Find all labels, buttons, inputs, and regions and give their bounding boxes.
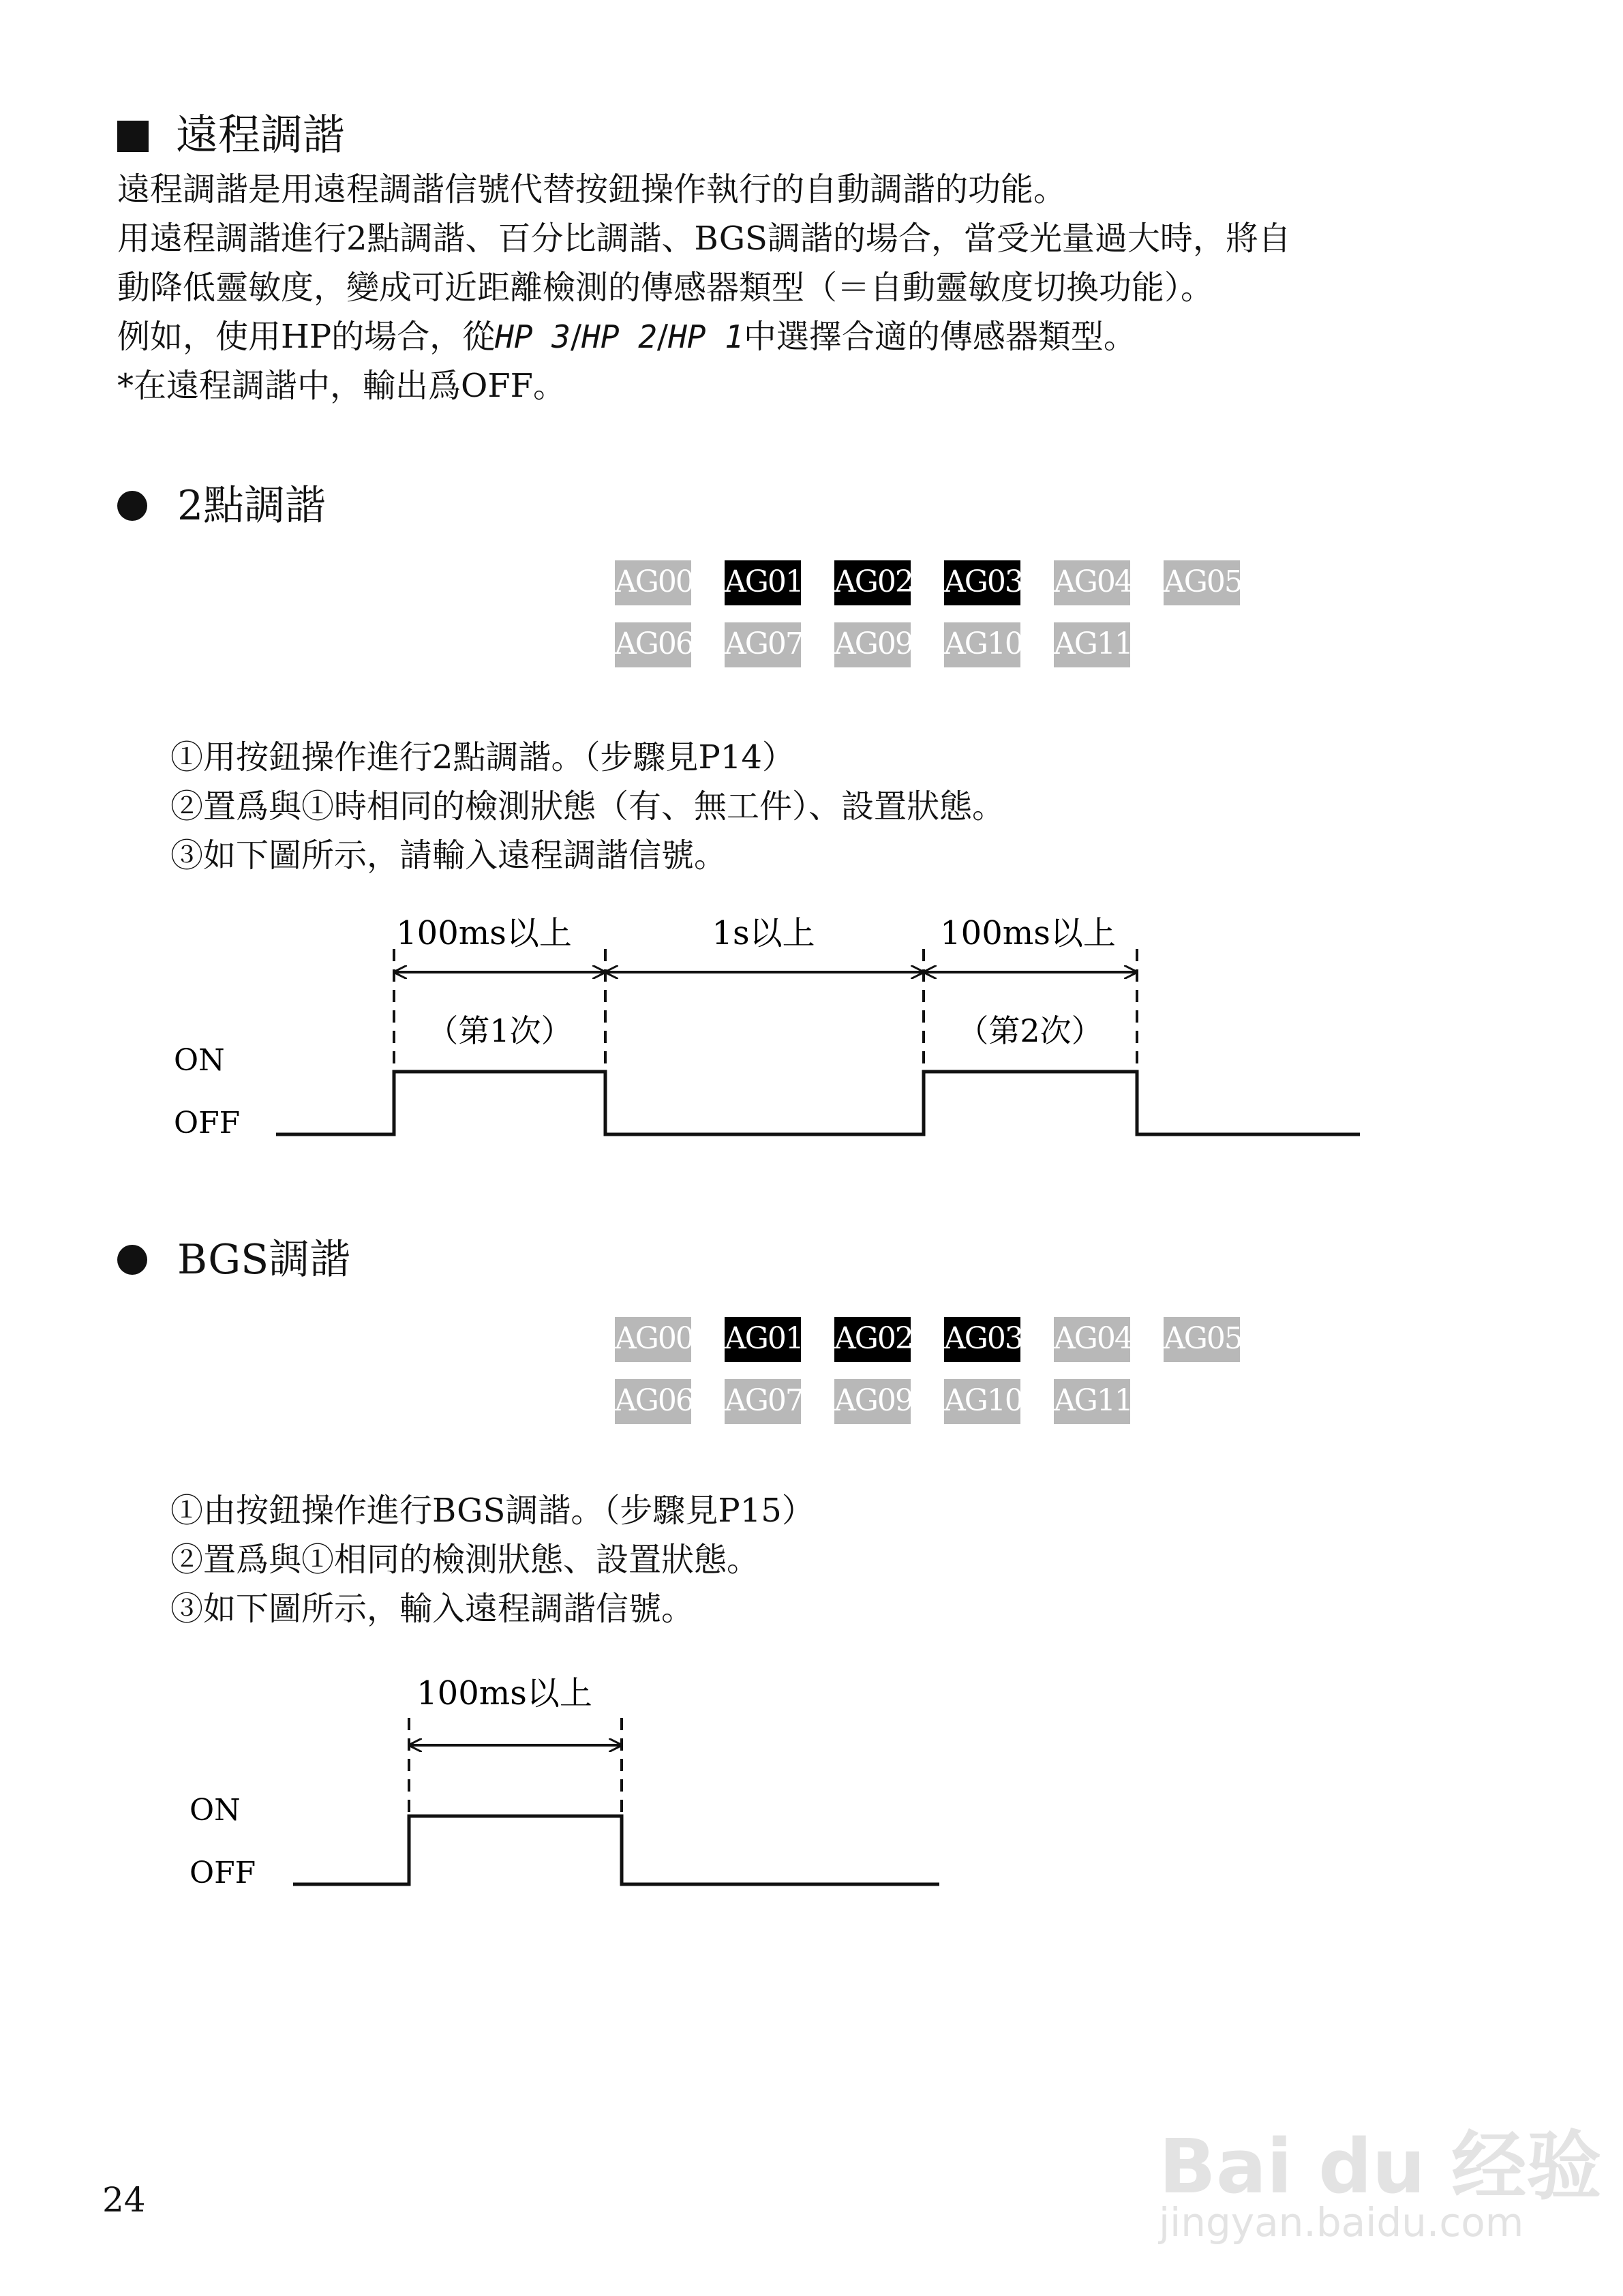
circle-bullet-icon [117, 491, 147, 521]
mode-ag05: AG05 [1164, 1317, 1240, 1362]
off-label: OFF [189, 1856, 256, 1890]
sensor-type-hp2: HP 2 [581, 318, 657, 355]
intro-note: *在遠程調諧中，輸出爲OFF。 [117, 367, 566, 405]
pulse-label-2: （第2次） [957, 1012, 1103, 1049]
sensor-type-hp1: HP 1 [668, 318, 744, 355]
two-point-title: 2點調諧 [177, 482, 327, 530]
watermark-url: jingyan.baidu.com [1159, 2199, 1524, 2246]
bgs-title: BGS調諧 [177, 1236, 351, 1284]
mode-ag11: AG11 [1054, 622, 1130, 667]
section-heading [117, 109, 345, 161]
interval-label-3: 100ms以上 [940, 914, 1116, 952]
mode-ag10: AG10 [944, 622, 1020, 667]
mode-ag02: AG02 [834, 1317, 911, 1362]
slash: / [570, 318, 582, 356]
mode-ag04: AG04 [1054, 560, 1130, 605]
mode-ag07: AG07 [725, 622, 801, 667]
mode-ag11: AG11 [1054, 1379, 1130, 1424]
mode-ag06: AG06 [615, 622, 691, 667]
mode-ag09: AG09 [834, 622, 911, 667]
interval-label-2: 1s以上 [712, 914, 815, 952]
signal-waveform [293, 1816, 939, 1884]
bgs-timing-diagram [0, 1650, 1623, 1909]
watermark-logo: Bai du 经验 [1159, 2123, 1602, 2210]
slash: / [656, 318, 669, 356]
mode-ag06: AG06 [615, 1379, 691, 1424]
example-prefix: 例如，使用HP的場合，從 [117, 318, 496, 356]
circle-bullet-icon [117, 1245, 147, 1275]
mode-ag00: AG00 [615, 1317, 691, 1362]
on-label: ON [189, 1793, 241, 1828]
interval-label-1: 100ms以上 [396, 914, 572, 952]
mode-ag00: AG00 [615, 560, 691, 605]
step-3: ③如下圖所示，輸入遠程調諧信號。 [170, 1590, 695, 1628]
bgs-heading [117, 1234, 350, 1286]
step-2: ②置爲與①時相同的檢測狀態（有、無工件）、設置狀態。 [170, 787, 1005, 826]
step-3: ③如下圖所示，請輸入遠程調諧信號。 [170, 836, 727, 875]
intro-line: 遠程調諧是用遠程調諧信號代替按鈕操作執行的自動調諧的功能。 [117, 170, 1067, 209]
interval-label: 100ms以上 [416, 1674, 592, 1712]
intro-line: 動降低靈敏度，變成可近距離檢測的傳感器類型（＝自動靈敏度切換功能）。 [117, 269, 1214, 307]
intro-example-line [117, 312, 1291, 361]
example-suffix: 中選擇合適的傳感器類型。 [743, 318, 1136, 356]
mode-ag04: AG04 [1054, 1317, 1130, 1362]
two-point-heading [117, 480, 326, 532]
mode-ag09: AG09 [834, 1379, 911, 1424]
step-1: ①由按鈕操作進行BGS調諧。（步驟見P15） [170, 1492, 815, 1530]
sensor-type-hp3: HP 3 [495, 318, 571, 355]
on-label: ON [174, 1043, 225, 1078]
page-number: 24 [102, 2180, 146, 2220]
square-bullet-icon [117, 121, 149, 152]
two-point-timing-diagram [0, 886, 1623, 1186]
off-label: OFF [174, 1106, 241, 1141]
mode-ag07: AG07 [725, 1379, 801, 1424]
bgs-steps [170, 1486, 815, 1633]
step-1: ①用按鈕操作進行2點調諧。（步驟見P14） [170, 738, 795, 776]
signal-waveform [276, 1072, 1360, 1134]
intro-paragraph [117, 165, 1291, 410]
step-2: ②置爲與①相同的檢測狀態、設置狀態。 [170, 1541, 760, 1579]
pulse-label-1: （第1次） [427, 1012, 573, 1049]
section-title: 遠程調諧 [176, 110, 346, 160]
mode-ag01: AG01 [725, 1317, 801, 1362]
mode-ag10: AG10 [944, 1379, 1020, 1424]
mode-ag01: AG01 [725, 560, 801, 605]
mode-ag03: AG03 [944, 1317, 1020, 1362]
mode-ag05: AG05 [1164, 560, 1240, 605]
mode-ag03: AG03 [944, 560, 1020, 605]
intro-line: 用遠程調諧進行2點調諧、百分比調諧、BGS調諧的場合，當受光量過大時，將自 [117, 220, 1291, 258]
mode-ag02: AG02 [834, 560, 911, 605]
two-point-steps [170, 733, 1005, 880]
